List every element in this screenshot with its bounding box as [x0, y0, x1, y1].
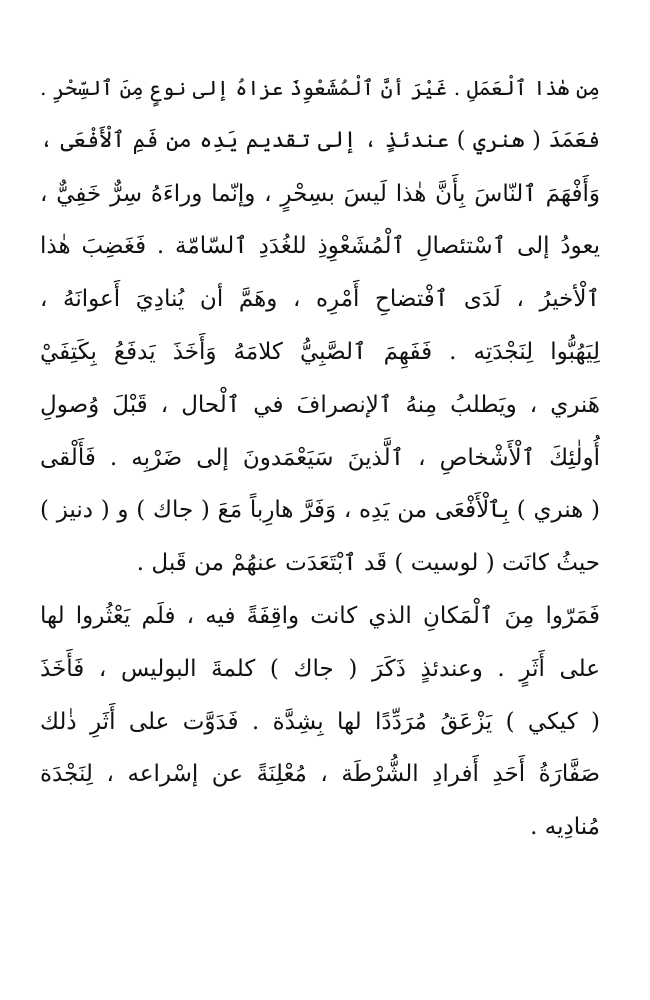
text-line: فَمَرّوا مِنَ ٱلْمَكانِ الذي كانت واقِفَةً فيه ، فلَم يَعْثُروا لها: [40, 602, 600, 629]
page-text: [40, 62, 600, 854]
text-line: صَفَّارَةُ أَحَدِ أَفرادِ الشُّرْطَة ، مُعْلِنَةً عن إسْراعه ، لِنَجْدَة: [40, 761, 600, 788]
text-line: وَأَفْهَمَ ٱلنّاسَ بِأَنَّ هٰذا لَيسَ بسِحْرٍ ، وإنّما وراءَهُ سِرٌّ خَفِيٌّ ،: [40, 180, 600, 207]
text-line: لِيَهُبُّوا لِنَجْدَتِه . فَفَهِمَ ٱلصَّبِيُّ كلامَهُ وَأَخَذَ يَدفَعُ بِكَتِفَيْ: [40, 338, 600, 365]
text-line: حيثُ كانَت ( لوسيت ) قَد ٱبْتَعَدَت عنهُمْ من قَبل .: [136, 550, 600, 577]
text-line: ( كيكي ) يَزْعَقُ مُرَدِّدًا لها بِشِدَّة . فَدَوَّت على أَثَرِ ذٰلك: [40, 708, 600, 735]
text-line: ( هنري ) بِٱلْأَفْعَى من يَدِه ، وَفَرَّ هارِباً مَعَ ( جاك ) و ( دنيز ): [40, 497, 600, 524]
text-line: فعَمَدَ ( هنري ) عندئذٍ ، إلى تقديم يَدِه من فَمِ ٱلْأَفْعَى ،: [40, 127, 600, 153]
text-line: مِن هٰذا ٱلْعَمَلِ . غَيْرَ أنَّ ٱلْمُشَعْوِذَ عزاهُ إلى نوعٍ مِنَ ٱلسِّحْرِ .: [40, 76, 600, 100]
text-line: ٱلْأخيرُ ، لَدَى ٱفْتضاحِ أَمْرِه ، وهَمَّ أن يُنادِيَ أَعوانَهُ ،: [40, 286, 600, 313]
text-line: على أَثَرٍ . وعندئذٍ ذَكَرَ ( جاك ) كلمةَ البوليس ، فَأَخَذَ: [40, 655, 600, 682]
text-line: يعودُ إلى ٱسْتئصالِ ٱلْمُشَعْوِذِ للغُدَدِ ٱلسّامّة . فَغَضِبَ هٰذا: [40, 233, 600, 260]
text-line: مُنادِيه .: [530, 814, 600, 841]
text-line: هَنري ، ويَطلبُ مِنهُ ٱلإنصرافَ في ٱلْحال ، قَبْلَ وُصولِ: [40, 391, 600, 418]
text-line: أُولٰئِكَ ٱلْأَشْخاصِ ، ٱلَّذينَ سَيَعْمَدونَ إلى ضَرْبِه . فَأَلْقى: [40, 444, 600, 471]
